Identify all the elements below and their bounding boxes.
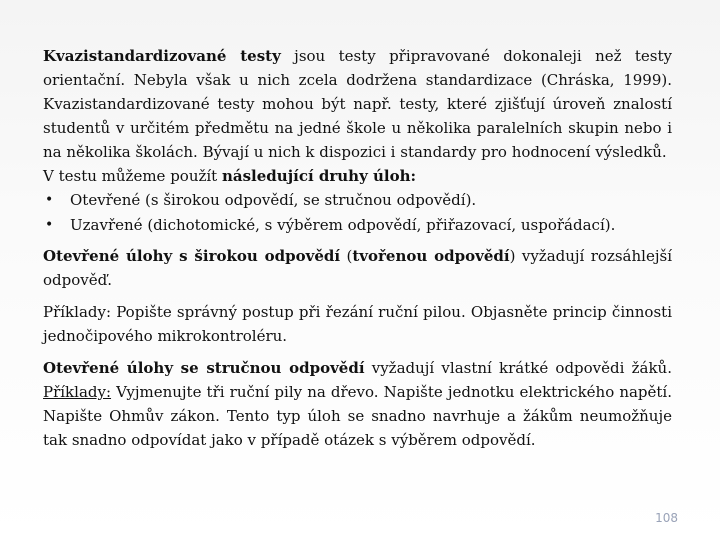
bullet-icon: • — [45, 192, 54, 208]
paragraph-quasistandardized — [43, 44, 672, 164]
list-item — [43, 213, 672, 238]
paragraph-task-types — [43, 164, 672, 188]
paragraph-open-wide — [43, 244, 672, 292]
term-constructed-answer: tvořenou odpovědí — [352, 247, 510, 265]
paragraph-text: ) vyžadují rozsáhlejší odpověď. — [43, 247, 672, 289]
paragraph-text: jsou testy připravované dokonaleji než testy orientační. Nebyla však u nich zcela dodržena standardizace (Chráska, 1999). Kvazistandardizované testy mohou být např. testy, které zjišťují úroveň znalostí studentů v určitém předmětu na jedné škole u několika paralelních skupin nebo i na několika školách. Bývají u nich k dispozici i standardy pro hodnocení výsledků. — [43, 47, 672, 161]
term-quasistandardized: Kvazistandardizované testy — [43, 47, 281, 65]
page-number: 108 — [655, 511, 678, 525]
paragraph-text: V testu můžeme použít — [43, 167, 222, 185]
paragraph-text: Vyjmenujte tři ruční pily na dřevo. Napište jednotku elektrického napětí. Napište Ohmův zákon. Tento typ úloh se snadno navrhuje a žákům neumožňuje tak snadno odpovídat jako v případě otázek s výběrem odpovědí. — [43, 383, 672, 449]
list-item-text: Uzavřené (dichotomické, s výběrem odpovědí, přiřazovací, uspořádací). — [70, 216, 616, 234]
task-types-heading: následující druhy úloh: — [221, 167, 417, 185]
term-open-short: Otevřené úlohy se stručnou odpovědí — [43, 359, 365, 377]
paragraph-examples-wide — [43, 300, 672, 348]
term-open-wide: Otevřené úlohy s širokou odpovědí — [43, 247, 341, 265]
bullet-icon: • — [45, 217, 54, 233]
slide-body — [43, 44, 672, 452]
task-types-list — [43, 188, 672, 238]
list-item — [43, 188, 672, 213]
paragraph-open-short — [43, 356, 672, 452]
paragraph-text: Příklady: Popište správný postup při řezání ruční pilou. Objasněte princip činnosti jednočipového mikrokontroléru. — [43, 303, 672, 345]
paragraph-text: vyžadují vlastní krátké odpovědi žáků. — [364, 359, 672, 377]
examples-label: Příklady: — [43, 383, 112, 401]
list-item-text: Otevřené (s širokou odpovědí, se stručnou odpovědí). — [70, 191, 477, 209]
paragraph-text: ( — [340, 247, 353, 265]
